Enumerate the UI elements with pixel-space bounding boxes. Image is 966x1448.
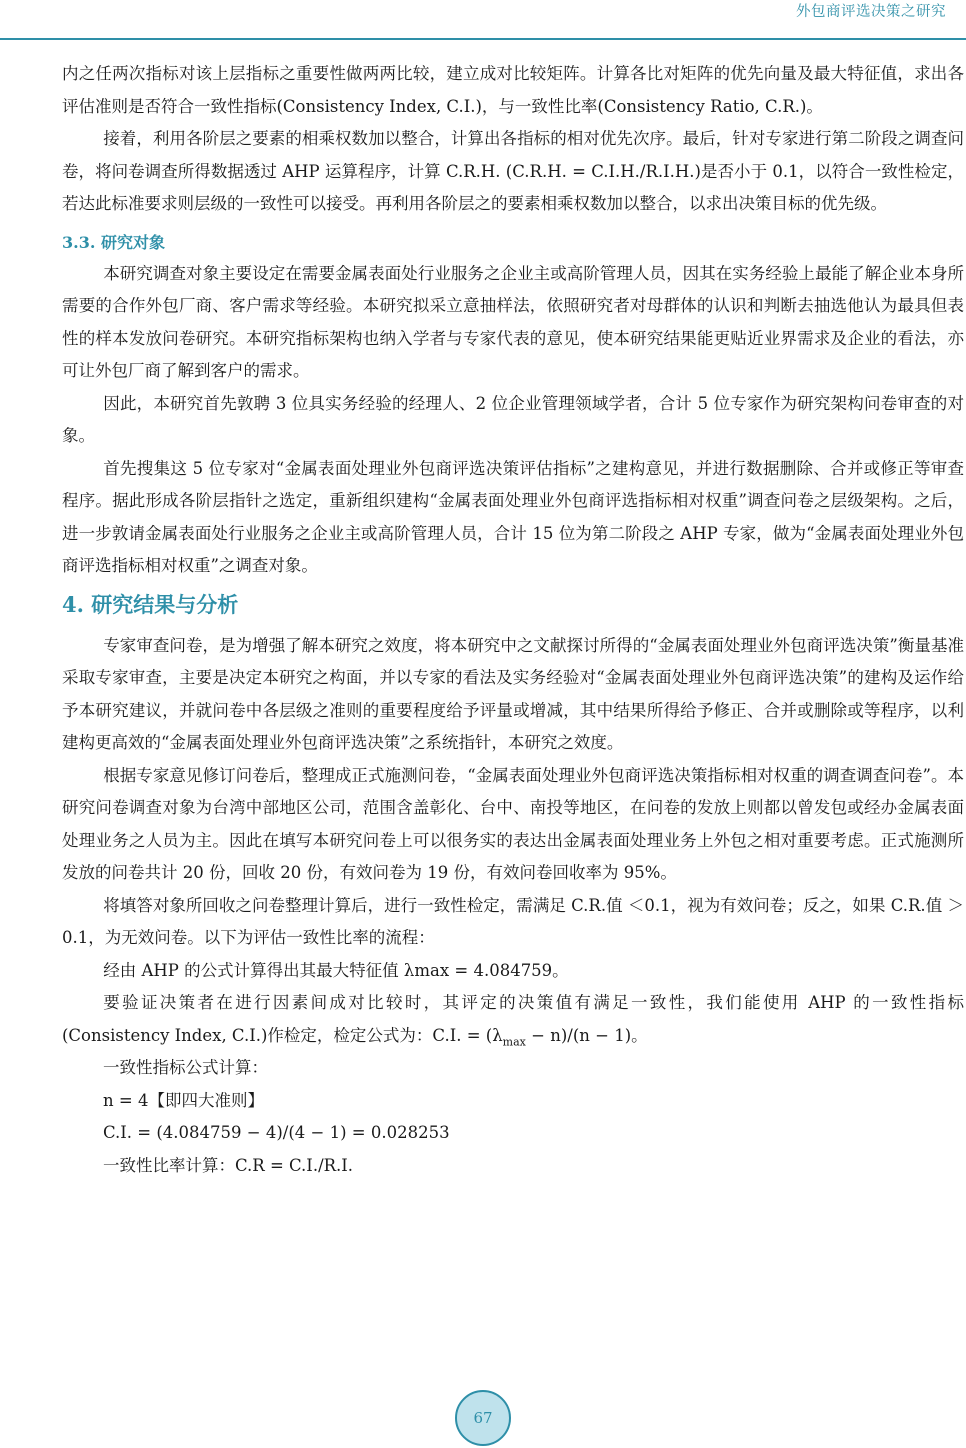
section-heading-4: 4. 研究结果与分析 bbox=[62, 591, 239, 617]
formula-line: n = 4【即四大准则】 bbox=[103, 1090, 264, 1110]
paragraph: 专家审查问卷，是为增强了解本研究之效度，将本研究中之文献探讨所得的“金属表面处理业外包商评选决策”衡量基准采取专家审查，主要是决定本研究之构面，并以专家的看法及实务经验对“金属表面处理业外包商评选决策”的建构及运作给予本研究建议，并就问卷中各层级之准则的重要程度给予评量或增减，其中结果所得给予修正、合并或删除或等程序，以利建构更高效的“金属表面处理业外包商评选决策”之系统指针，本研究之效度。 bbox=[62, 635, 964, 752]
consistency-text-after: − n)/(n − 1)。 bbox=[525, 1025, 648, 1045]
page-number: 67 bbox=[455, 1390, 511, 1446]
lambda-subscript: max bbox=[502, 1034, 526, 1048]
paragraph: 首先搜集这 5 位专家对“金属表面处理业外包商评选决策评估指标”之建构意见，并进行数据删除、合并或修正等审查程序。据此形成各阶层指针之选定，重新组织建构“金属表面处理业外包商评选指标相对权重”调查问卷之层级架构。之后，进一步敦请金属表面处行业服务之企业主或高阶管理人员，合计 15 位为第二阶段之 AHP 专家，做为“金属表面处理业外包商评选指标相对权重”之调查对象。 bbox=[62, 458, 964, 575]
paragraph: 将填答对象所回收之问卷整理计算后，进行一致性检定，需满足 C.R.值 ＜0.1，视为有效问卷；反之，如果 C.R.值 ＞0.1，为无效问卷。以下为评估一致性比率的流程： bbox=[62, 895, 964, 947]
paragraph: 接着，利用各阶层之要素的相乘权数加以整合，计算出各指标的相对优先次序。最后，针对专家进行第二阶段之调查问卷，将问卷调查所得数据透过 AHP 运算程序，计算 C.R.H. (C.R.H. = C.I.H./R.I.H.)是否小于 0.1，以符合一致性检定，若达此标准要求则层级的一致性可以接受。再利用各阶层之的要素相乘权数加以整合，以求出决策目标的优先级。 bbox=[62, 129, 964, 213]
consistency-paragraph bbox=[62, 987, 964, 1052]
section-heading-3-3: 3.3. 研究对象 bbox=[62, 232, 165, 252]
formula-line: C.I. = (4.084759 − 4)/(4 − 1) = 0.028253 bbox=[103, 1123, 450, 1142]
paragraph: 本研究调查对象主要设定在需要金属表面处行业服务之企业主或高阶管理人员，因其在实务经验上最能了解企业本身所需要的合作外包厂商、客户需求等经验。本研究拟采立意抽样法，依照研究者对母群体的认识和判断去抽选他认为最具但表性的样本发放问卷研究。本研究指标架构也纳入学者与专家代表的意见，使本研究结果能更贴近业界需求及企业的看法，亦可让外包厂商了解到客户的需求。 bbox=[62, 263, 964, 380]
formula-line: 一致性指标公式计算： bbox=[103, 1058, 268, 1077]
paragraph: 经由 AHP 的公式计算得出其最大特征值 λmax = 4.084759。 bbox=[103, 960, 569, 980]
paragraph: 根据专家意见修订问卷后，整理成正式施测问卷，“金属表面处理业外包商评选决策指标相对权重的调查调查问卷”。本研究问卷调查对象为台湾中部地区公司，范围含盖彰化、台中、南投等地区，在问卷的发放上则都以曾发包或经办金属表面处理业务之人员为主。因此在填写本研究问卷上可以很务实的表达出金属表面处理业务上外包之相对重要考虑。正式施测所发放的问卷共计 20 份，回收 20 份，有效问卷为 19 份，有效问卷回收率为 95%。 bbox=[62, 765, 964, 882]
page-body bbox=[62, 58, 964, 1182]
formula-line: 一致性比率计算：C.R = C.I./R.I. bbox=[103, 1155, 354, 1175]
paragraph: 因此，本研究首先敦聘 3 位具实务经验的经理人、2 位企业管理领域学者，合计 5 位专家作为研究架构问卷审查的对象。 bbox=[62, 393, 964, 445]
running-title: 外包商评选决策之研究 bbox=[796, 4, 946, 20]
paragraph: 内之任两次指标对该上层指标之重要性做两两比较，建立成对比较矩阵。计算各比对矩阵的优先向量及最大特征值，求出各评估准则是否符合一致性指标(Consistency Index, C.I.)，与一致性比率(Consistency Ratio, C.R.)。 bbox=[62, 64, 964, 116]
running-header bbox=[0, 0, 966, 40]
consistency-text-before: 要验证决策者在进行因素间成对比较时，其评定的决策值有满足一致性，我们能使用 AHP 的一致性指标(Consistency Index, C.I.)作检定，检定公式为：C.I. = (λ bbox=[62, 993, 964, 1045]
